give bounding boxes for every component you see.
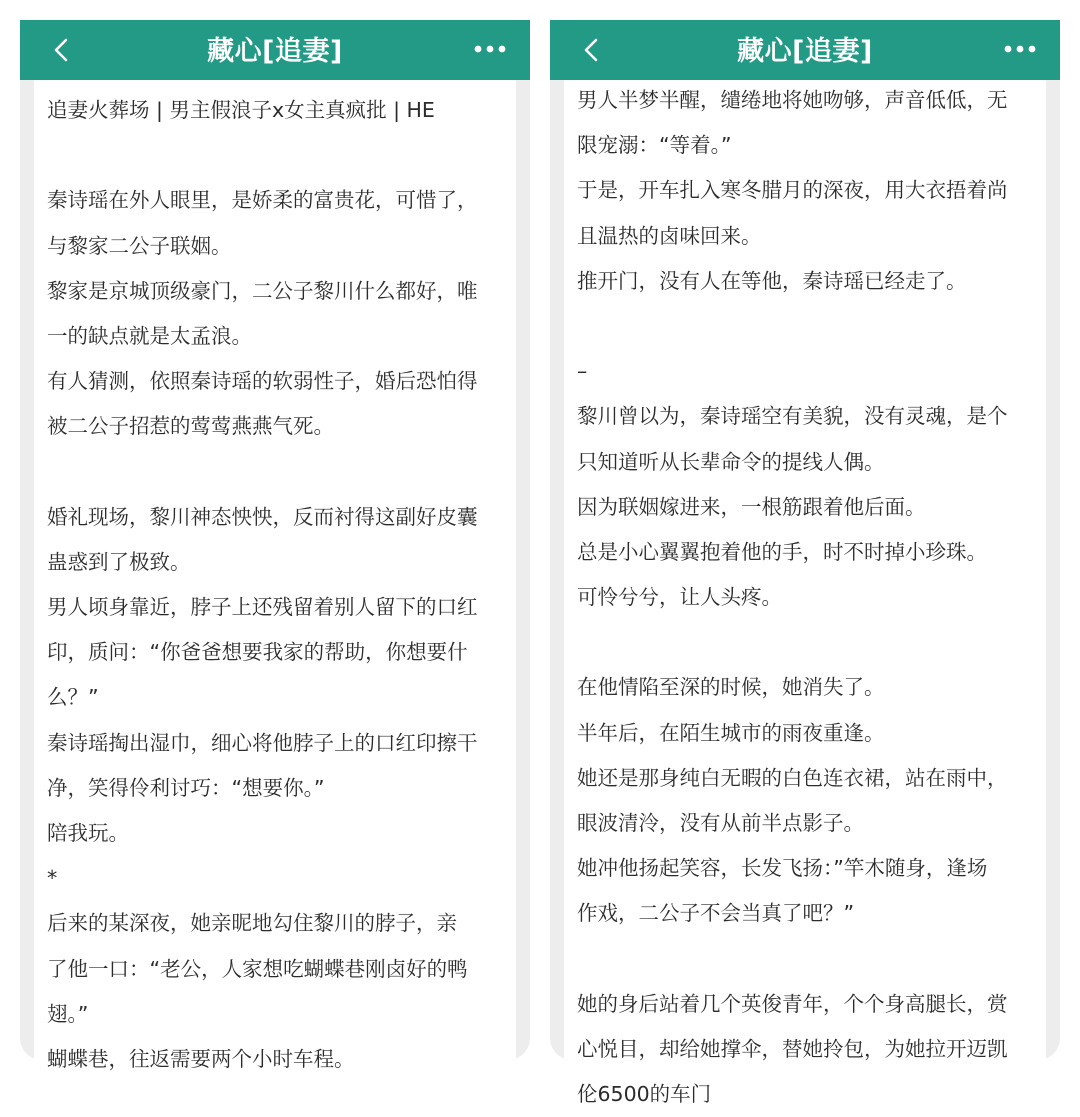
blank-line	[577, 620, 1039, 665]
text-line: 被二公子招惹的莺莺燕燕气死。	[47, 414, 334, 439]
left-text-content	[47, 88, 509, 1082]
right-reader-panel	[550, 20, 1060, 1107]
blank-line	[47, 450, 509, 495]
text-line: 印，质问：“你爸爸想要我家的帮助，你想要什	[47, 640, 468, 665]
text-line: 伦6500的车门	[577, 1082, 712, 1107]
text-line: 翅。”	[47, 1001, 89, 1026]
blank-line	[577, 304, 1039, 349]
text-line: 在他情陷至深的时候，她消失了。	[577, 675, 885, 700]
text-line: 她的身后站着几个英俊青年，个个身高腿长，赏	[577, 991, 1008, 1016]
right-header-bar	[550, 20, 1060, 80]
text-line: 总是小心翼翼抱着他的手，时不时掉小珍珠。	[577, 539, 987, 564]
left-reader-panel	[20, 20, 530, 1071]
text-line: 可怜兮兮，让人头疼。	[577, 585, 782, 610]
text-line: 蛊惑到了极致。	[47, 549, 191, 574]
text-line: 净，笑得伶利讨巧：“想要你。”	[47, 775, 325, 800]
text-line: 限宠溺：“等着。”	[577, 133, 732, 158]
text-line: 半年后，在陌生城市的雨夜重逢。	[577, 720, 885, 745]
text-line: 与黎家二公子联姻。	[47, 233, 232, 258]
book-title: 藏心[追妻]	[737, 36, 873, 67]
text-line: 男人顷身靠近，脖子上还残留着别人留下的口红	[47, 595, 478, 620]
text-line: 有人猜测，依照秦诗瑶的软弱性子，婚后恐怕得	[47, 369, 478, 394]
right-text-sheet[interactable]	[564, 80, 1046, 1107]
text-line: 且温热的卤味回来。	[577, 223, 762, 248]
text-line: 心悦目，却给她撑伞，替她拎包，为她拉开迈凯	[577, 1036, 1008, 1061]
text-line: 于是，开车扎入寒冬腊月的深夜，用大衣捂着尚	[577, 178, 1008, 203]
text-line: 作戏，二公子不会当真了吧？”	[577, 901, 855, 926]
text-line: 么？”	[47, 685, 99, 710]
text-line: 秦诗瑶在外人眼里，是娇柔的富贵花，可惜了，	[47, 188, 478, 213]
text-line: 推开门，没有人在等他，秦诗瑶已经走了。	[577, 268, 967, 293]
text-line: 因为联姻嫁进来，一根筋跟着他后面。	[577, 494, 926, 519]
book-title: 藏心[追妻]	[207, 36, 343, 67]
text-line: 黎家是京城顶级豪门，二公子黎川什么都好，唯	[47, 278, 478, 303]
text-line: 蝴蝶巷，往返需要两个小时车程。	[47, 1046, 355, 1071]
blank-line	[577, 937, 1039, 982]
text-line: 陪我玩。	[47, 821, 129, 845]
text-line: 她冲他扬起笑容，长发飞扬：”竿木随身，逢场	[577, 856, 988, 881]
text-line: 婚礼现场，黎川神态怏怏，反而衬得这副好皮囊	[47, 504, 478, 529]
text-line: 男人半梦半醒，缱绻地将她吻够，声音低低，无	[577, 88, 1008, 112]
more-dots-icon[interactable]	[470, 38, 510, 60]
left-header-bar	[20, 20, 530, 80]
section-separator: –	[577, 359, 588, 384]
more-dots-icon[interactable]	[1000, 38, 1040, 60]
text-line: 黎川曾以为，秦诗瑶空有美貌，没有灵魂，是个	[577, 404, 1008, 429]
section-separator: *	[47, 866, 58, 891]
text-line: 一的缺点就是太孟浪。	[47, 323, 252, 348]
text-line: 了他一口：“老公，人家想吃蝴蝶巷刚卤好的鸭	[47, 956, 468, 981]
right-text-content	[577, 78, 1039, 1117]
text-line: 只知道听从长辈命令的提线人偶。	[577, 449, 885, 474]
text-line: 秦诗瑶掏出湿巾，细心将他脖子上的口红印擦干	[47, 730, 478, 755]
left-text-sheet[interactable]	[34, 80, 516, 1071]
text-line: 她还是那身纯白无暇的白色连衣裙，站在雨中，	[577, 765, 1008, 790]
text-line: 眼波清泠，没有从前半点影子。	[577, 811, 864, 835]
text-line: 后来的某深夜，她亲昵地勾住黎川的脖子，亲	[47, 911, 457, 936]
blank-line	[47, 133, 509, 178]
text-line: 追妻火葬场 | 男主假浪子x女主真疯批 | HE	[47, 98, 435, 122]
